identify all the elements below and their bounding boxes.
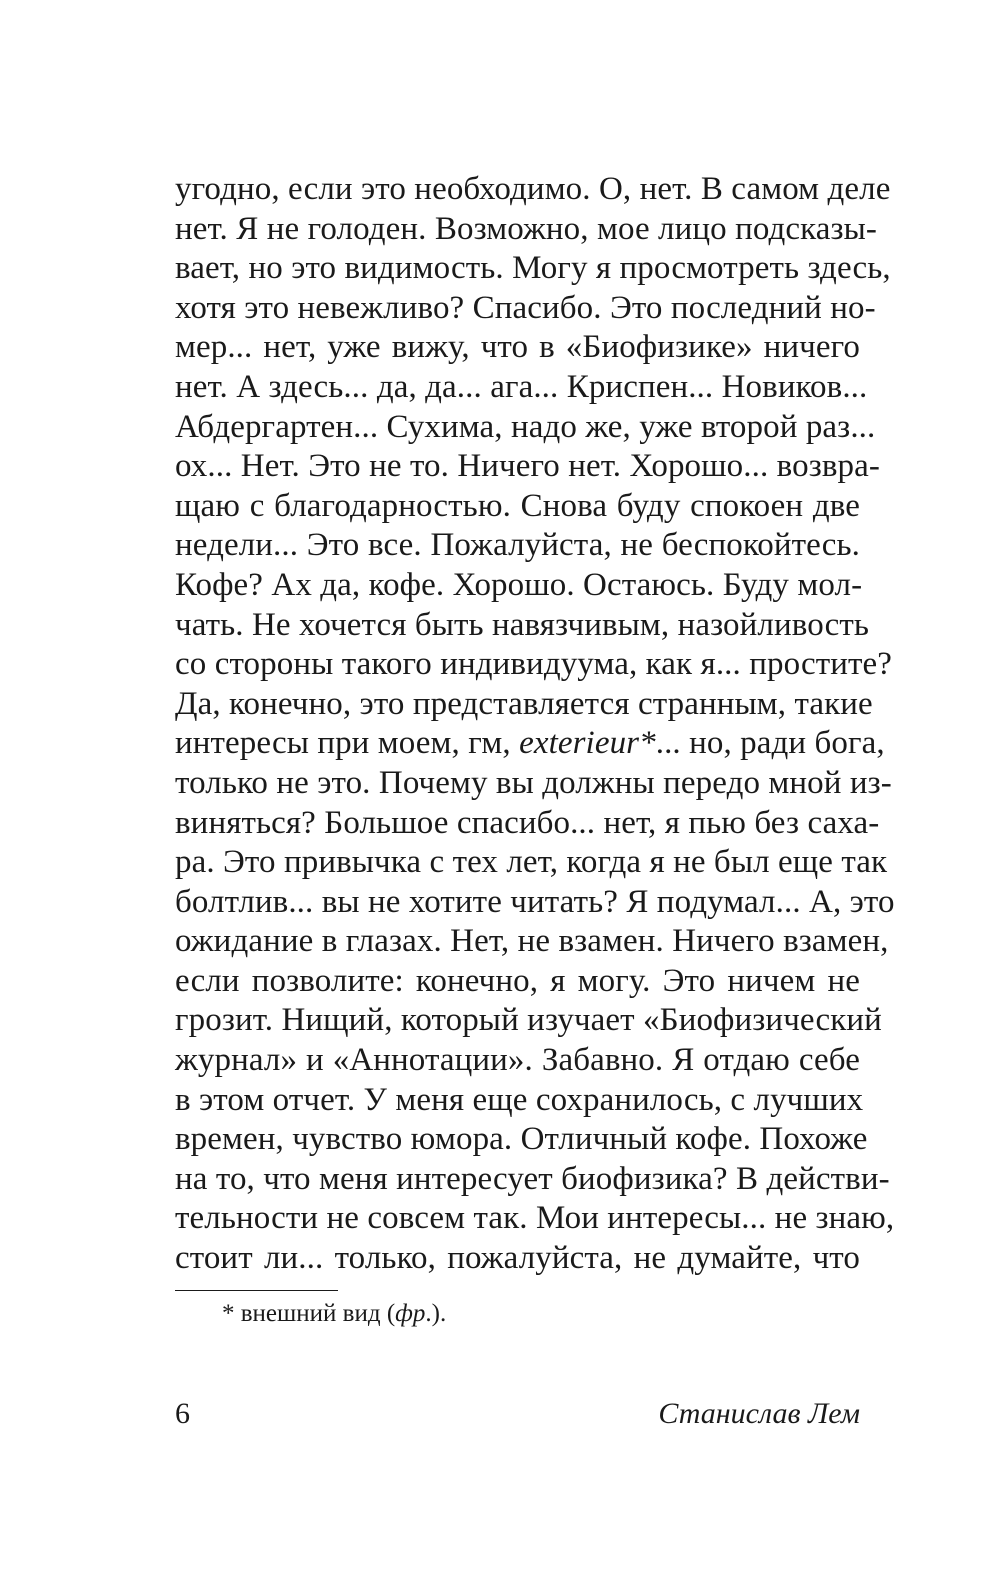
- text-line: времен, чувство юмора. Отличный кофе. Похоже: [175, 1121, 868, 1158]
- text-line-part: ... но, ради бога,: [655, 725, 885, 762]
- text-line: на то, что меня интересует биофизика? В действи-: [175, 1160, 890, 1197]
- text-line: тельности не совсем так. Мои интересы... не знаю,: [175, 1200, 895, 1237]
- page-number: 6: [175, 1397, 190, 1430]
- text-line: ох... Нет. Это не то. Ничего нет. Хорошо... возвра-: [175, 448, 880, 485]
- text-line: Абдергартен... Сухима, надо же, уже второй раз...: [175, 408, 876, 445]
- text-line: щаю с благодарностью. Снова буду спокоен две: [175, 487, 860, 524]
- footnote-text-end: .).: [425, 1300, 447, 1327]
- text-line: журнал» и «Аннотации». Забавно. Я отдаю себе: [175, 1042, 860, 1079]
- text-line: со стороны такого индивидуума, как я... простите?: [175, 646, 893, 683]
- text-line: угодно, если это необходимо. О, нет. В самом деле: [175, 171, 891, 207]
- text-line: только не это. Почему вы должны передо мной из-: [175, 764, 892, 801]
- foreign-word: exterieur*: [519, 725, 656, 762]
- text-line: вает, но это видимость. Могу я просмотреть здесь,: [175, 250, 891, 287]
- text-line: мер... нет, уже вижу, что в «Биофизике» ничего: [175, 329, 860, 366]
- text-line: хотя это невежливо? Спасибо. Это последний но-: [175, 289, 876, 326]
- text-line: в этом отчет. У меня еще сохранилось, с лучших: [175, 1081, 864, 1118]
- text-line: ра. Это привычка с тех лет, когда я не был еще так: [175, 844, 888, 881]
- text-line: Да, конечно, это представляется странным, такие: [175, 685, 873, 722]
- text-line: чать. Не хочется быть навязчивым, назойливость: [175, 606, 870, 643]
- text-line: виняться? Большое спасибо... нет, я пью без саха-: [175, 804, 880, 841]
- text-line: грозит. Нищий, который изучает «Биофизический: [175, 1002, 882, 1039]
- text-line: если позволите: конечно, я могу. Это ничем не: [175, 962, 860, 999]
- footnote-divider: [175, 1290, 338, 1291]
- text-line: стоит ли... только, пожалуйста, не думайте, что: [175, 1240, 860, 1277]
- text-line: ожидание в глазах. Нет, не взамен. Ничего взамен,: [175, 923, 889, 960]
- text-line: болтлив... вы не хотите читать? Я подумал... А, это: [175, 883, 895, 920]
- body-text: [175, 170, 895, 1279]
- text-line-with-footnote-ref: [175, 724, 885, 764]
- running-footer-author: Станислав Лем: [658, 1397, 860, 1430]
- text-line: нет. Я не голоден. Возможно, мое лицо подсказы-: [175, 210, 878, 247]
- footnote: [222, 1298, 446, 1330]
- text-line: Кофе? Ах да, кофе. Хорошо. Остаюсь. Буду мол-: [175, 566, 863, 603]
- footnote-text: * внешний вид (: [222, 1300, 396, 1327]
- text-line-part: интересы при моем, гм,: [175, 725, 520, 762]
- text-line: нет. А здесь... да, да... ага... Криспен... Новиков...: [175, 368, 868, 405]
- footnote-language-abbrev: фр: [395, 1300, 426, 1327]
- text-line: недели... Это все. Пожалуйста, не беспокойтесь.: [175, 527, 860, 564]
